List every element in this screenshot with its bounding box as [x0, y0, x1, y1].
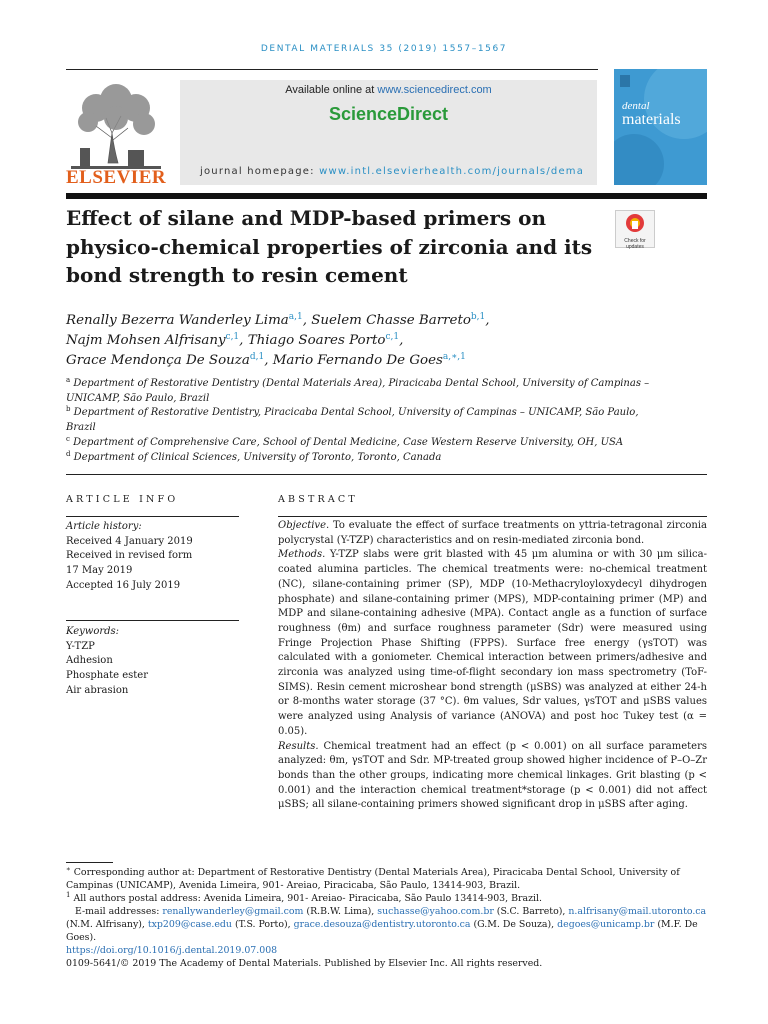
keyword: Adhesion [66, 655, 113, 667]
check-for-updates-label: Check for updates [624, 238, 646, 250]
abstract-objective [278, 519, 707, 548]
author-affil-marker[interactable]: b,1 [470, 312, 486, 322]
affiliation-text: Department of Clinical Sciences, University of Toronto, Toronto, Canada [73, 452, 442, 463]
email-owner: (S.C. Barreto), [493, 906, 569, 917]
header-top-rule [66, 69, 598, 70]
homepage-link[interactable]: www.intl.elsevierhealth.com/journals/dema [319, 166, 585, 177]
keywords-rule [66, 620, 239, 621]
methods-text: Y-TZP slabs were grit blasted with 45 μm alumina or with 30 μm silica-coated alumina particles. The chemical treatments were: no-chemical treatment (NC), silane-containing primer (SP), MDP (10-Methacryloyloxydecyl dihydrogen phosphate) and silane-containing primer (MPS), MDP-containing primer (MP) and MDP and silane-containing adhesive (MPA). Contact angle as a function of surface roughness (θm) and surface roughness parameter (Sdr) were measured using Fringe Projection Phase Shifting (FPPS). Surface free energy (γsTOT) was calculated with a goniometer. Chemical interaction between primers/adhesive and zirconia was analyzed using time-of-flight secondary ion mass spectrometry (ToF-SIMS). Resin cement microshear bond strength (μSBS) was analyzed at either 24-h or 8-months water storage (37 °C). θm values, Sdr values, γsTOT and μSBS values were analyzed using Analysis of variance (ANOVA) and post hoc Tukey test (α = 0.05). [278, 549, 707, 737]
sciencedirect-brand: ScienceDirect [328, 104, 449, 124]
article-history [66, 520, 238, 594]
footnotes [66, 866, 708, 970]
journal-cover[interactable] [614, 69, 707, 185]
corresponding-note [66, 866, 708, 892]
history-label: Article history: [66, 521, 142, 532]
author-separator: , [264, 353, 273, 368]
postal-marker: 1 [66, 890, 71, 899]
author-name: Thiago Soares Porto [247, 333, 386, 348]
affiliation [66, 435, 706, 450]
email-owner: (R.B.W. Lima), [303, 906, 378, 917]
homepage-label: journal homepage: [200, 166, 320, 177]
journal-homepage [200, 166, 584, 177]
footnote-rule [66, 862, 113, 863]
author-separator: , [399, 333, 404, 348]
results-label: Results. [278, 740, 319, 752]
abstract-results [278, 740, 707, 814]
email-link[interactable]: suchasse@yahoo.com.br [377, 906, 494, 917]
email-note [66, 905, 708, 944]
history-entry: 17 May 2019 [66, 565, 133, 577]
affiliation-key: d [66, 450, 71, 458]
author-separator: , [302, 313, 312, 328]
corresponding-text: Corresponding author at: Department of Restorative Dentistry (Dental Materials Area), Piracicaba Dental School, University of Campinas (UNICAMP), Avenida Limeira, 901- Areiao, Piracicaba, São Paulo, 13414-903, Brazil. [66, 867, 680, 891]
results-text: Chemical treatment had an effect (p < 0.001) on all surface parameters analyzed: θm, γsTOT and Sdr. MP-treated group showed higher incidence of P–O–Zr bonds than the other groups, indicating more chemical linkages. Grit blasting (p < 0.001) and the interaction chemical treatment*storage (p < 0.001) did not affect μSBS; all silane-containing primers showed significant drop in μSBS after aging. [278, 740, 707, 811]
available-online [180, 84, 597, 96]
keyword: Air abrasion [66, 684, 129, 696]
author-name: Renally Bezerra Wanderley Lima [66, 313, 289, 328]
affiliation [66, 405, 666, 435]
keyword: Y-TZP [66, 640, 95, 652]
affiliation-key: b [66, 405, 71, 413]
author-separator: , [239, 333, 248, 348]
article-info-rule [66, 516, 239, 517]
email-link[interactable]: n.alfrisany@mail.utoronto.ca [568, 906, 707, 917]
affiliation-text: Department of Comprehensive Care, School of Dental Medicine, Case Western Reserve University, OH, USA [73, 437, 624, 448]
article-title: Effect of silane and MDP-based primers on physico-chemical properties of zirconia and its bond strength to resin cement [66, 206, 593, 287]
postal-text: All authors postal address: Avenida Limeira, 901- Areiao- Piracicaba, São Paulo 13414-903, Brazil. [73, 893, 542, 904]
abstract-body [278, 519, 707, 813]
available-online-label: Available online at [285, 84, 378, 96]
objective-label: Objective. [278, 520, 330, 531]
author-name: Grace Mendonça De Souza [66, 353, 250, 368]
author-name: Suelem Chasse Barreto [311, 313, 471, 328]
keywords [66, 625, 238, 699]
postal-note [66, 892, 708, 905]
author-affil-marker[interactable]: d,1 [249, 352, 265, 362]
methods-label: Methods. [278, 549, 326, 561]
author-name: Mario Fernando De Goes [272, 353, 443, 368]
copyright-line: 0109-5641/© 2019 The Academy of Dental Materials. Published by Elsevier Inc. All rights reserved. [66, 958, 543, 969]
sciencedirect-link[interactable]: www.sciencedirect.com [377, 84, 492, 96]
email-link[interactable]: degoes@unicamp.br [557, 919, 655, 930]
abstract-rule [278, 516, 707, 517]
objective-text: To evaluate the effect of surface treatments on yttria-tetragonal zirconia polycrystal (Y-TZP) characteristics and on resin-mediated zirconia bond. [278, 520, 708, 546]
email-link[interactable]: grace.desouza@dentistry.utoronto.ca [293, 919, 471, 930]
affiliation [66, 450, 666, 465]
author-list [66, 311, 706, 371]
author-affil-marker[interactable]: a,∗,1 [442, 352, 466, 362]
author-name: Najm Mohsen Alfrisany [66, 333, 226, 348]
history-entry: Accepted 16 July 2019 [66, 579, 181, 591]
affiliation-text: Department of Restorative Dentistry, Piracicaba Dental School, University of Campinas – UNICAMP, São Paulo, Brazil [66, 407, 639, 433]
author-line [66, 351, 706, 371]
affiliation-key: c [66, 435, 70, 443]
doi-line [66, 944, 708, 957]
article-info-heading: ARTICLE INFO [66, 494, 179, 505]
email-owner: (T.S. Porto), [231, 919, 294, 930]
history-entry: Received in revised form [66, 550, 193, 562]
section-divider [66, 474, 707, 475]
author-line [66, 331, 706, 351]
header-bottom-rule [66, 193, 707, 199]
author-affil-marker[interactable]: c,1 [385, 332, 400, 342]
affiliation-key: a [66, 376, 71, 384]
history-entry: Received 4 January 2019 [66, 535, 193, 547]
email-owner: (G.M. De Souza), [470, 919, 558, 930]
author-affil-marker[interactable]: a,1 [288, 312, 303, 322]
cover-title-line1: dental [622, 100, 650, 112]
check-for-updates-icon [616, 211, 654, 235]
elsevier-wordmark: ELSEVIER [66, 167, 167, 188]
abstract-heading: ABSTRACT [278, 494, 358, 505]
email-owner: (M.F. De Goes). [66, 919, 698, 943]
cover-title-line2: materials [622, 111, 681, 128]
email-link[interactable]: renallywanderley@gmail.com [162, 906, 304, 917]
keyword: Phosphate ester [66, 670, 149, 682]
email-label: E-mail addresses: [74, 906, 163, 917]
email-link[interactable]: txp209@case.edu [147, 919, 232, 930]
author-affil-marker[interactable]: c,1 [225, 332, 240, 342]
keywords-label: Keywords: [66, 626, 120, 637]
author-separator: , [485, 313, 490, 328]
abstract-methods [278, 548, 707, 739]
author-line [66, 311, 706, 331]
journal-citation: DENTAL MATERIALS 35 (2019) 1557–1567 [260, 44, 508, 54]
corresponding-marker: ∗ [66, 864, 71, 873]
affiliation [66, 376, 666, 406]
affiliation-text: Department of Restorative Dentistry (Dental Materials Area), Piracicaba Dental School, University of Campinas – UNICAMP, São Paulo, Brazil [66, 378, 650, 404]
email-owner: (N.M. Alfrisany), [66, 919, 148, 930]
cover-title [622, 101, 702, 128]
check-for-updates-button[interactable] [615, 210, 655, 248]
doi-link[interactable]: https://doi.org/10.1016/j.dental.2019.07.008 [66, 945, 278, 956]
